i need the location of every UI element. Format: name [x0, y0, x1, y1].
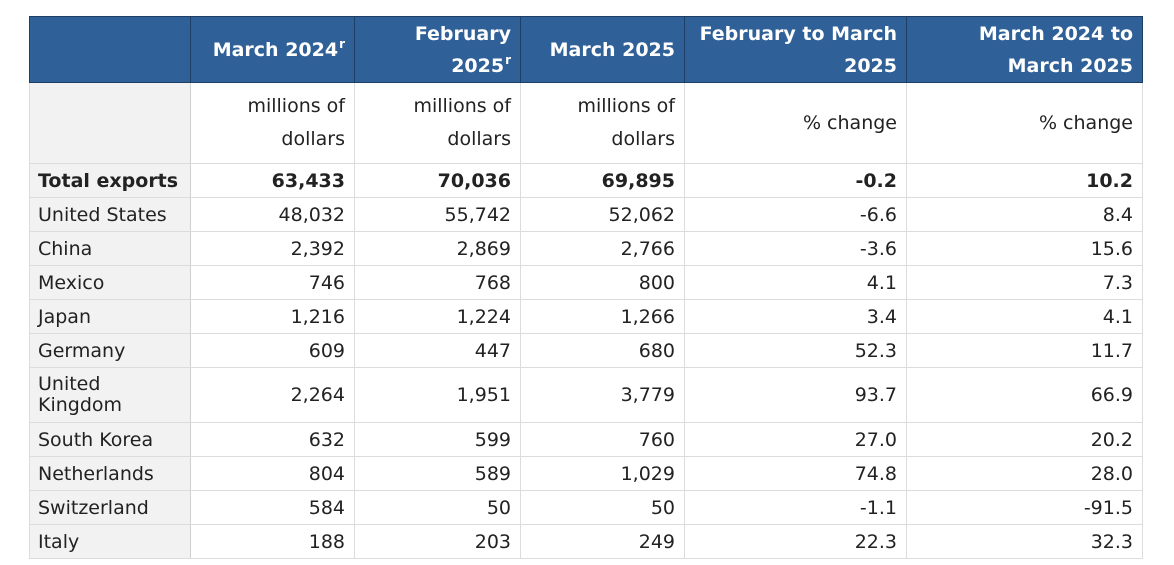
value-cell: 32.3 [907, 525, 1143, 559]
revised-marker: r [339, 36, 345, 51]
value-cell: 1,029 [521, 457, 685, 491]
table-row [30, 198, 1143, 232]
value-cell: 20.2 [907, 423, 1143, 457]
value-cell: 599 [355, 423, 521, 457]
row-label: Italy [30, 525, 191, 559]
table-row [30, 266, 1143, 300]
value-cell: 1,224 [355, 300, 521, 334]
value-cell: 4.1 [907, 300, 1143, 334]
unit-cell: millions of dollars [521, 83, 685, 164]
table-row [30, 368, 1143, 423]
exports-table-container [29, 16, 1143, 559]
value-cell: 93.7 [685, 368, 907, 423]
value-cell: 188 [191, 525, 355, 559]
table-row [30, 300, 1143, 334]
table-row [30, 423, 1143, 457]
value-cell: 768 [355, 266, 521, 300]
value-cell: 8.4 [907, 198, 1143, 232]
units-corner-cell [30, 83, 191, 164]
value-cell: 746 [191, 266, 355, 300]
value-cell: 4.1 [685, 266, 907, 300]
value-cell: 680 [521, 334, 685, 368]
table-row [30, 232, 1143, 266]
value-cell: 584 [191, 491, 355, 525]
column-header-march-2025: March 2025 [521, 17, 685, 83]
row-label: Japan [30, 300, 191, 334]
value-cell: 27.0 [685, 423, 907, 457]
table-row [30, 491, 1143, 525]
column-header-feb-to-mar-2025: February to March 2025 [685, 17, 907, 83]
row-label: United Kingdom [30, 368, 191, 423]
value-cell: 1,951 [355, 368, 521, 423]
value-cell: 447 [355, 334, 521, 368]
table-row [30, 457, 1143, 491]
value-cell: 7.3 [907, 266, 1143, 300]
value-cell: 800 [521, 266, 685, 300]
value-cell: -91.5 [907, 491, 1143, 525]
value-cell: 760 [521, 423, 685, 457]
value-cell: 48,032 [191, 198, 355, 232]
value-cell: 249 [521, 525, 685, 559]
value-cell: 3,779 [521, 368, 685, 423]
value-cell: 589 [355, 457, 521, 491]
value-cell: 2,869 [355, 232, 521, 266]
value-cell: 52,062 [521, 198, 685, 232]
column-header-february-2025: February 2025$^r$ [355, 17, 521, 83]
row-label: Netherlands [30, 457, 191, 491]
value-cell: -6.6 [685, 198, 907, 232]
table-row [30, 525, 1143, 559]
revised-marker: r [505, 52, 511, 67]
value-cell: 50 [521, 491, 685, 525]
header-row [30, 17, 1143, 83]
value-cell: -3.6 [685, 232, 907, 266]
unit-cell: millions of dollars [355, 83, 521, 164]
table-row-total-exports [30, 164, 1143, 198]
value-cell: 66.9 [907, 368, 1143, 423]
exports-table [29, 16, 1143, 559]
unit-cell: % change [907, 83, 1143, 164]
value-cell: 55,742 [355, 198, 521, 232]
value-cell: 203 [355, 525, 521, 559]
value-cell: -1.1 [685, 491, 907, 525]
row-label: South Korea [30, 423, 191, 457]
value-cell: 609 [191, 334, 355, 368]
row-label: China [30, 232, 191, 266]
value-cell: 632 [191, 423, 355, 457]
row-label: United States [30, 198, 191, 232]
value-cell: 2,264 [191, 368, 355, 423]
units-row [30, 83, 1143, 164]
value-cell: 74.8 [685, 457, 907, 491]
unit-cell: % change [685, 83, 907, 164]
table-row [30, 334, 1143, 368]
header-corner-cell [30, 17, 191, 83]
value-cell: 2,766 [521, 232, 685, 266]
value-cell: 70,036 [355, 164, 521, 198]
row-label: Germany [30, 334, 191, 368]
value-cell: 63,433 [191, 164, 355, 198]
value-cell: 11.7 [907, 334, 1143, 368]
column-header-march-2024: March 2024$^r$ [191, 17, 355, 83]
value-cell: 10.2 [907, 164, 1143, 198]
value-cell: 804 [191, 457, 355, 491]
value-cell: 1,266 [521, 300, 685, 334]
row-label: Switzerland [30, 491, 191, 525]
unit-cell: millions of dollars [191, 83, 355, 164]
value-cell: 52.3 [685, 334, 907, 368]
row-label: Total exports [30, 164, 191, 198]
value-cell: 1,216 [191, 300, 355, 334]
column-header-mar-2024-to-mar-2025: March 2024 to March 2025 [907, 17, 1143, 83]
value-cell: -0.2 [685, 164, 907, 198]
value-cell: 50 [355, 491, 521, 525]
value-cell: 22.3 [685, 525, 907, 559]
value-cell: 2,392 [191, 232, 355, 266]
row-label: Mexico [30, 266, 191, 300]
value-cell: 15.6 [907, 232, 1143, 266]
value-cell: 69,895 [521, 164, 685, 198]
value-cell: 28.0 [907, 457, 1143, 491]
value-cell: 3.4 [685, 300, 907, 334]
